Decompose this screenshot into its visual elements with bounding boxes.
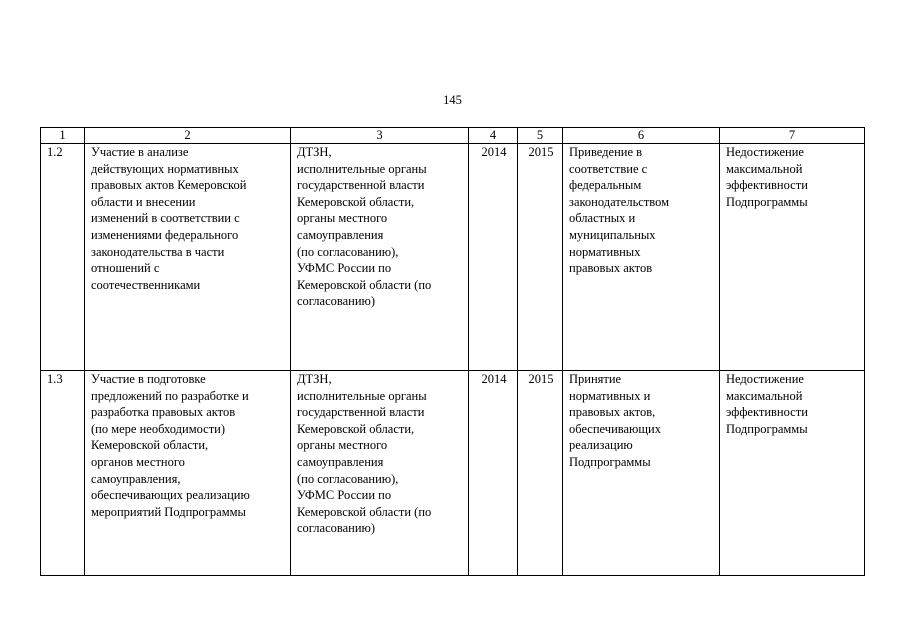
activity-description: Участие в подготовке предложений по разработке и разработка правовых актов (по мере необходимости) Кемеровской области, органов местного самоуправления, обеспечивающих реализацию мероприятий Подпрограммы	[85, 371, 291, 576]
table-row	[41, 144, 865, 371]
expected-result: Приведение в соответствие с федеральным законодательством областных и муниципальных нормативных правовых актов	[563, 144, 720, 371]
column-header-3: 3	[291, 128, 469, 144]
table-header-row	[41, 128, 865, 144]
table-row	[41, 371, 865, 576]
responsible-executors: ДТЗН, исполнительные органы государственной власти Кемеровской области, органы местного самоуправления (по согласованию), УФМС России по Кемеровской области (по согласованию)	[291, 371, 469, 576]
non-implementation-consequence: Недостижение максимальной эффективности Подпрограммы	[720, 144, 865, 371]
row-number: 1.3	[41, 371, 85, 576]
column-header-1: 1	[41, 128, 85, 144]
row-number: 1.2	[41, 144, 85, 371]
end-year: 2015	[518, 144, 563, 371]
end-year: 2015	[518, 371, 563, 576]
column-header-4: 4	[469, 128, 518, 144]
non-implementation-consequence: Недостижение максимальной эффективности Подпрограммы	[720, 371, 865, 576]
page-number: 145	[443, 93, 462, 107]
column-header-7: 7	[720, 128, 865, 144]
start-year: 2014	[469, 144, 518, 371]
column-header-2: 2	[85, 128, 291, 144]
subprogram-activities-table	[40, 127, 865, 576]
column-header-5: 5	[518, 128, 563, 144]
activity-description: Участие в анализе действующих нормативных правовых актов Кемеровской области и внесении изменений в соответствии с изменениями федерального законодательства в части отношений с соотечественниками	[85, 144, 291, 371]
expected-result: Принятие нормативных и правовых актов, обеспечивающих реализацию Подпрограммы	[563, 371, 720, 576]
start-year: 2014	[469, 371, 518, 576]
column-header-6: 6	[563, 128, 720, 144]
responsible-executors: ДТЗН, исполнительные органы государственной власти Кемеровской области, органы местного самоуправления (по согласованию), УФМС России по Кемеровской области (по согласованию)	[291, 144, 469, 371]
